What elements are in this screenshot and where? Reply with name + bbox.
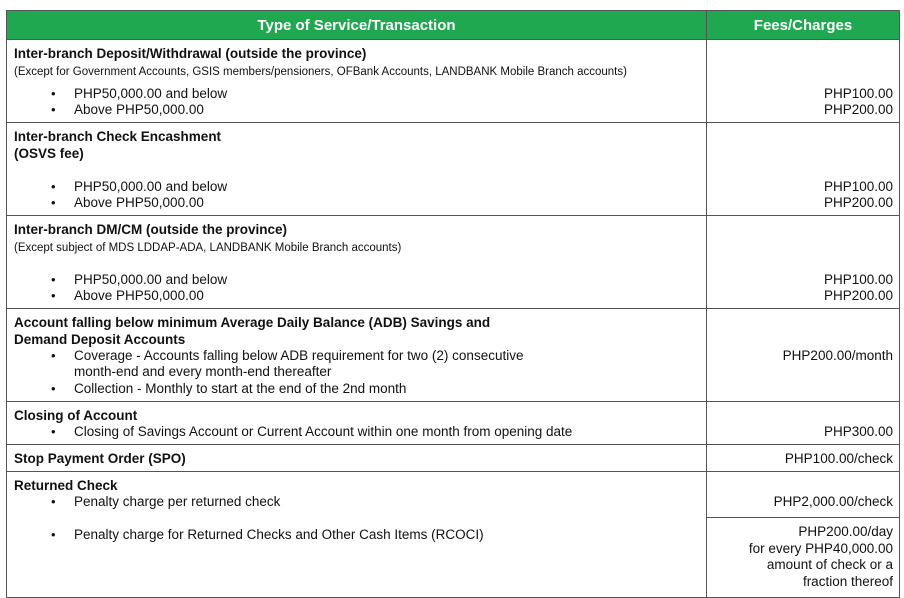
fee-value: PHP200.00/month (782, 348, 893, 363)
bullet: • (51, 288, 56, 303)
fee-value: PHP200.00/day (798, 524, 893, 539)
fee-value: for every PHP40,000.00 (748, 540, 893, 556)
table-row (7, 472, 900, 598)
row-title: Inter-branch Deposit/Withdrawal (outside the province) (14, 46, 367, 61)
fee-value: PHP100.00 (823, 272, 893, 287)
row-item: Collection - Monthly to start at the end of the 2nd month (74, 381, 407, 396)
row-item: Above PHP50,000.00 (74, 288, 204, 303)
table-row (7, 123, 900, 216)
bullet: • (51, 195, 56, 210)
bullet: • (51, 272, 56, 287)
row-title: Stop Payment Order (SPO) (14, 451, 186, 466)
fee-value: PHP100.00 (823, 179, 893, 194)
cell-divider (707, 517, 899, 518)
bullet: • (51, 348, 56, 363)
row-item: Coverage - Accounts falling below ADB requirement for two (2) consecutive (74, 348, 524, 363)
bullet: • (51, 424, 56, 439)
fee-value: amount of check or a (766, 557, 893, 572)
fee-value: PHP200.00 (823, 102, 893, 117)
table-row (7, 402, 900, 445)
header-row (7, 11, 900, 40)
bullet: • (51, 494, 56, 509)
row-title: Closing of Account (14, 408, 138, 423)
row-item: PHP50,000.00 and below (74, 86, 228, 101)
table-row (7, 216, 900, 309)
row-item: Above PHP50,000.00 (74, 102, 204, 117)
row-item-continued: month-end and every month-end thereafter (74, 364, 332, 379)
fee-value: PHP2,000.00/check (773, 494, 893, 509)
fee-value: PHP100.00/check (784, 451, 893, 466)
table-row (7, 40, 900, 123)
fee-value: PHP200.00 (823, 195, 893, 210)
table-row (7, 309, 900, 402)
row-item: Penalty charge for Returned Checks and Other Cash Items (RCOCI) (74, 527, 484, 542)
row-title: Inter-branch DM/CM (outside the province) (14, 222, 288, 237)
bullet: • (51, 381, 56, 396)
row-note: (Except subject of MDS LDDAP-ADA, LANDBANK Mobile Branch accounts) (14, 242, 402, 254)
bullet: • (51, 179, 56, 194)
table-row (7, 445, 900, 472)
header-service: Type of Service/Transaction (7, 11, 707, 40)
fee-value: PHP300.00 (823, 424, 893, 439)
row-item: PHP50,000.00 and below (74, 272, 228, 287)
bullet: • (51, 86, 56, 101)
row-item: PHP50,000.00 and below (74, 179, 228, 194)
header-fees: Fees/Charges (707, 11, 900, 40)
row-item: Above PHP50,000.00 (74, 195, 204, 210)
fee-value: PHP100.00 (823, 86, 893, 101)
row-subtitle: Demand Deposit Accounts (14, 332, 186, 347)
fees-table (6, 10, 900, 598)
fee-value: fraction thereof (802, 573, 893, 589)
row-title: Account falling below minimum Average Daily Balance (ADB) Savings and (14, 315, 491, 330)
row-title: Inter-branch Check Encashment (14, 129, 222, 144)
row-note: (Except for Government Accounts, GSIS members/pensioners, OFBank Accounts, LANDBANK Mobile Branch accounts) (14, 66, 627, 78)
bullet: • (51, 527, 56, 542)
bullet: • (51, 102, 56, 117)
row-title: Returned Check (14, 478, 118, 493)
row-item: Closing of Savings Account or Current Account within one month from opening date (74, 424, 573, 439)
row-subtitle: (OSVS fee) (14, 146, 84, 161)
row-item: Penalty charge per returned check (74, 494, 281, 509)
fee-value: PHP200.00 (823, 288, 893, 303)
